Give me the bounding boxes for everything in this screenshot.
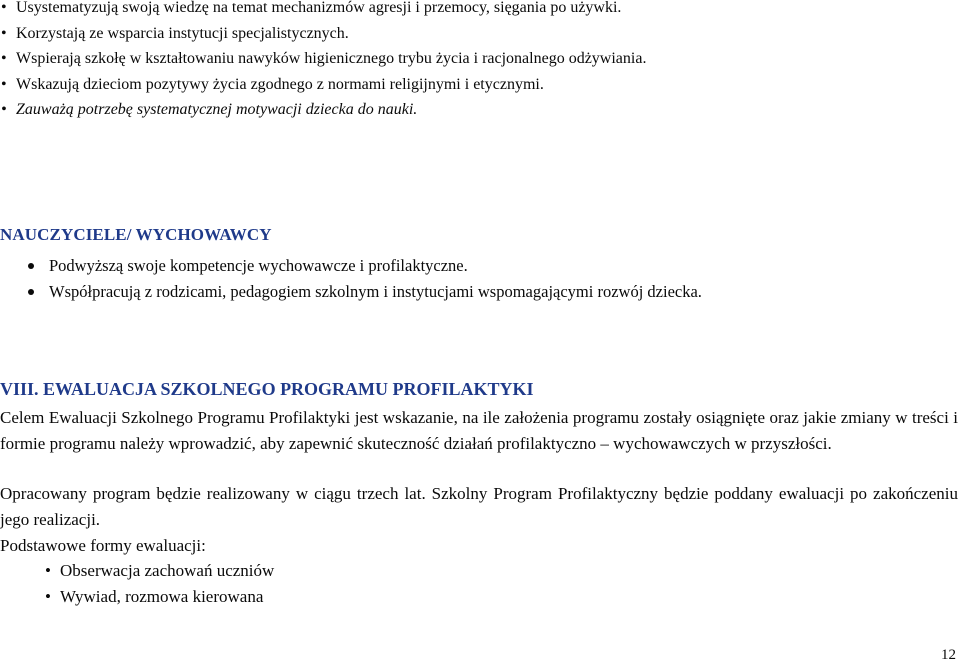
teachers-bullet-list (0, 253, 702, 305)
intro-bullet-list (0, 0, 646, 123)
list-item: • Wskazują dzieciom pozytywy życia zgodnego z normami religijnymi i etycznymi. (0, 72, 646, 98)
evaluation-paragraph: Opracowany program będzie realizowany w ciągu trzech lat. Szkolny Program Profilaktyczny będzie poddany ewaluacji po zakończeniu jego realizacji. (0, 484, 958, 529)
list-item: • Korzystają ze wsparcia instytucji specjalistycznych. (0, 21, 646, 47)
list-item: • Wywiad, rozmowa kierowana (0, 584, 274, 610)
evaluation-forms-intro: Podstawowe formy ewaluacji: (0, 536, 206, 555)
list-item: Współpracują z rodzicami, pedagogiem szkolnym i instytucjami wspomagającymi rozwój dziecka. (0, 279, 702, 305)
list-item: • Obserwacja zachowań uczniów (0, 558, 274, 584)
evaluation-paragraph: Celem Ewaluacji Szkolnego Programu Profilaktyki jest wskazanie, na ile założenia programu zostały osiągnięte oraz jakie zmiany w treści i formie programu należy wprowadzić, aby zapewnić skuteczność działań profilaktyczno – wychowawczych w przyszłości. (0, 408, 958, 453)
list-item: • Wspierają szkołę w kształtowaniu nawyków higienicznego trybu życia i racjonalnego odżywiania. (0, 46, 646, 72)
list-item: • Usystematyzują swoją wiedzę na temat mechanizmów agresji i przemocy, sięgania po używki. (0, 0, 646, 21)
list-item: Podwyższą swoje kompetencje wychowawcze i profilaktyczne. (0, 253, 702, 279)
evaluation-forms-list (0, 558, 274, 610)
page-number: 12 (941, 647, 956, 663)
teachers-section-heading: NAUCZYCIELE/ WYCHOWAWCY (0, 225, 272, 244)
list-item: • Zauważą potrzebę systematycznej motywacji dziecka do nauki. (0, 97, 646, 123)
evaluation-chapter-heading: VIII. EWALUACJA SZKOLNEGO PROGRAMU PROFILAKTYKI (0, 379, 534, 399)
